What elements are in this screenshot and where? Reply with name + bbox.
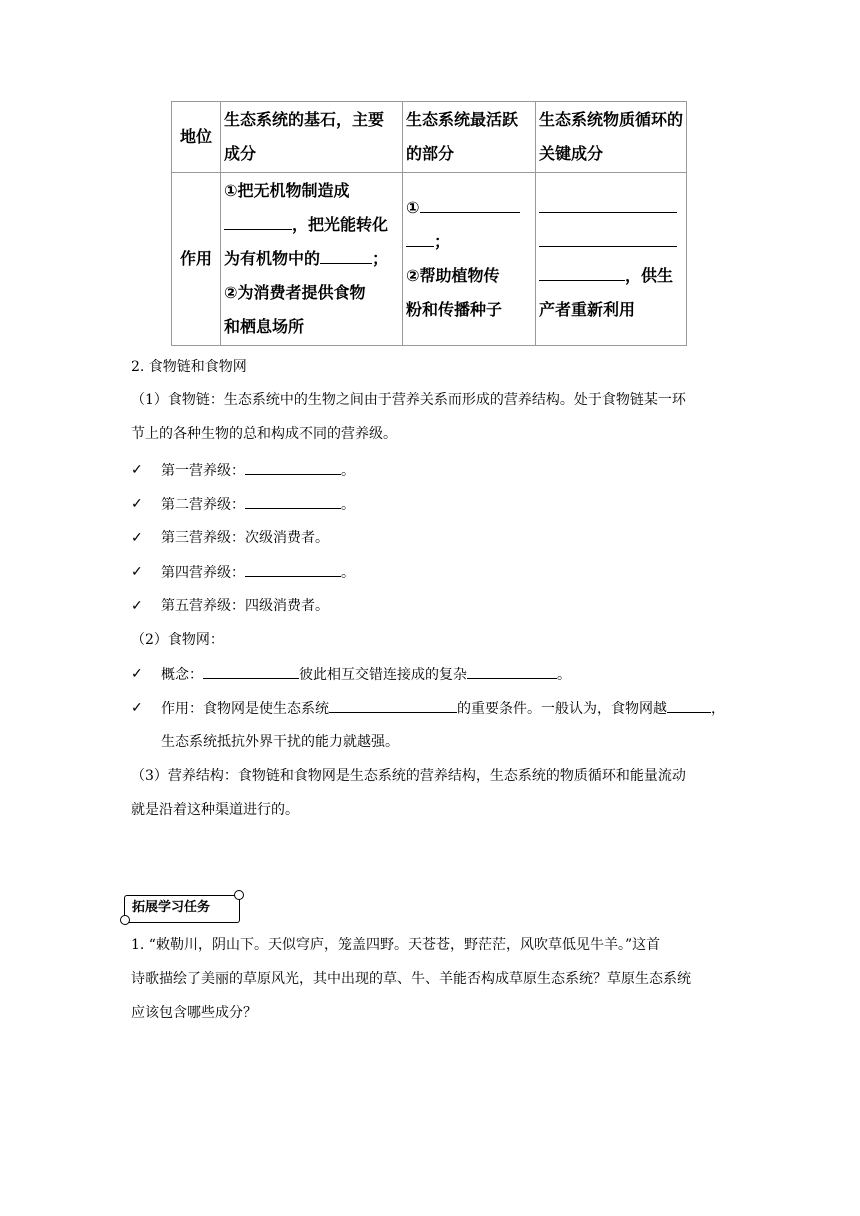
answer-blank[interactable]	[667, 698, 711, 713]
trophic-level-4	[161, 562, 761, 583]
producer-line-3-end: ；	[372, 249, 389, 268]
answer-blank[interactable]	[245, 562, 341, 577]
check-icon: ✓	[131, 666, 143, 682]
answer-blank[interactable]	[203, 664, 299, 679]
food-web-concept	[161, 664, 761, 685]
answer-blank[interactable]	[245, 494, 341, 509]
producer-line-3	[224, 242, 399, 276]
answer-blank[interactable]	[539, 228, 677, 247]
trophic-level-3: 第三营养级：次级消费者。	[161, 530, 329, 546]
check-icon: ✓	[131, 530, 143, 546]
trophic-structure-line-2: 就是沿着这种渠道进行的。	[131, 802, 299, 818]
producer-line-2	[224, 208, 399, 242]
cell-decomposer-function	[536, 173, 687, 346]
consumer-line-1-text: ①	[406, 198, 420, 217]
decomposer-line-2	[539, 225, 683, 259]
answer-blank[interactable]	[329, 698, 457, 713]
trophic-level-1-label: 第一营养级：	[161, 463, 245, 479]
period: 。	[341, 497, 355, 513]
role-text-a: 作用：食物网是使生态系统	[161, 701, 329, 717]
concept-end: 。	[557, 667, 571, 683]
consumer-line-2	[406, 225, 532, 259]
row-header-position: 地位	[172, 102, 221, 173]
trophic-level-5: 第五营养级：四级消费者。	[161, 598, 329, 614]
role-text-c: ，	[711, 701, 725, 717]
row-header-function: 作用	[172, 173, 221, 346]
answer-blank[interactable]	[539, 262, 625, 281]
ecosystem-components-table	[171, 101, 687, 346]
food-web-heading: （2）食物网：	[131, 632, 224, 648]
cell-consumer-position: 生态系统最活跃的部分	[403, 102, 536, 173]
food-web-role-line-2: 生态系统抵抗外界干扰的能力就越强。	[161, 734, 399, 750]
consumer-line-1	[406, 191, 532, 225]
producer-line-5: 和栖息场所	[224, 317, 305, 336]
answer-blank[interactable]	[539, 194, 677, 213]
producer-line-2-text: ，把光能转化	[292, 215, 389, 234]
decomposer-line-3-text: ，供生	[625, 266, 674, 285]
trophic-level-4-label: 第四营养级：	[161, 565, 245, 581]
scroll-curl-icon	[234, 890, 244, 900]
consumer-line-2-text: ；	[434, 232, 451, 251]
trophic-level-2-label: 第二营养级：	[161, 497, 245, 513]
answer-blank[interactable]	[245, 460, 341, 475]
decomposer-line-1	[539, 191, 683, 225]
trophic-level-2	[161, 494, 761, 515]
trophic-level-1	[161, 460, 761, 481]
check-icon: ✓	[131, 496, 143, 512]
check-icon: ✓	[131, 462, 143, 478]
food-chain-definition-line-1: （1）食物链：生态系统中的生物之间由于营养关系而形成的营养结构。处于食物链某一环	[131, 392, 686, 408]
check-icon: ✓	[131, 564, 143, 580]
cell-consumer-function	[403, 173, 536, 346]
answer-blank[interactable]	[420, 194, 520, 213]
answer-blank[interactable]	[320, 245, 372, 264]
concept-label: 概念：	[161, 667, 203, 683]
consumer-line-3: ②帮助植物传	[406, 266, 500, 285]
producer-line-1: ①把无机物制造成	[224, 181, 350, 200]
question-1-line-3: 应该包含哪些成分？	[131, 1005, 257, 1021]
producer-line-3-text: 为有机物中的	[224, 249, 321, 268]
food-chain-definition-line-2: 节上的各种生物的总和构成不同的营养级。	[131, 426, 397, 442]
role-text-b: 的重要条件。一般认为，食物网越	[457, 701, 667, 717]
table-row-function	[172, 173, 687, 346]
period: 。	[341, 565, 355, 581]
extension-task-title: 拓展学习任务	[132, 900, 211, 915]
scroll-curl-icon	[120, 915, 130, 925]
answer-blank[interactable]	[467, 664, 557, 679]
consumer-line-4: 粉和传播种子	[406, 300, 503, 319]
cell-decomposer-position: 生态系统物质循环的关键成分	[536, 102, 687, 173]
table-row-position	[172, 102, 687, 173]
period: 。	[341, 463, 355, 479]
question-1-line-2: 诗歌描绘了美丽的草原风光，其中出现的草、牛、羊能否构成草原生态系统？草原生态系统	[131, 971, 691, 987]
answer-blank[interactable]	[224, 211, 292, 230]
extension-task-banner	[120, 889, 240, 927]
answer-blank[interactable]	[406, 228, 434, 247]
decomposer-line-3	[539, 259, 683, 293]
concept-text: 彼此相互交错连接成的复杂	[299, 667, 467, 683]
food-web-role	[161, 698, 761, 719]
check-icon: ✓	[131, 598, 143, 614]
question-1-line-1: 1. “敕勒川，阴山下。天似穹庐，笼盖四野。天苍苍，野茫茫，风吹草低见牛羊。”这首	[131, 937, 661, 953]
trophic-structure-line-1: （3）营养结构：食物链和食物网是生态系统的营养结构，生态系统的物质循环和能量流动	[131, 768, 686, 784]
cell-producer-function	[221, 173, 403, 346]
check-icon: ✓	[131, 700, 143, 716]
cell-producer-position: 生态系统的基石，主要成分	[221, 102, 403, 173]
section-title-food-chain-web: 2. 食物链和食物网	[131, 359, 247, 375]
producer-line-4: ②为消费者提供食物	[224, 283, 366, 302]
decomposer-line-4: 产者重新利用	[539, 300, 636, 319]
